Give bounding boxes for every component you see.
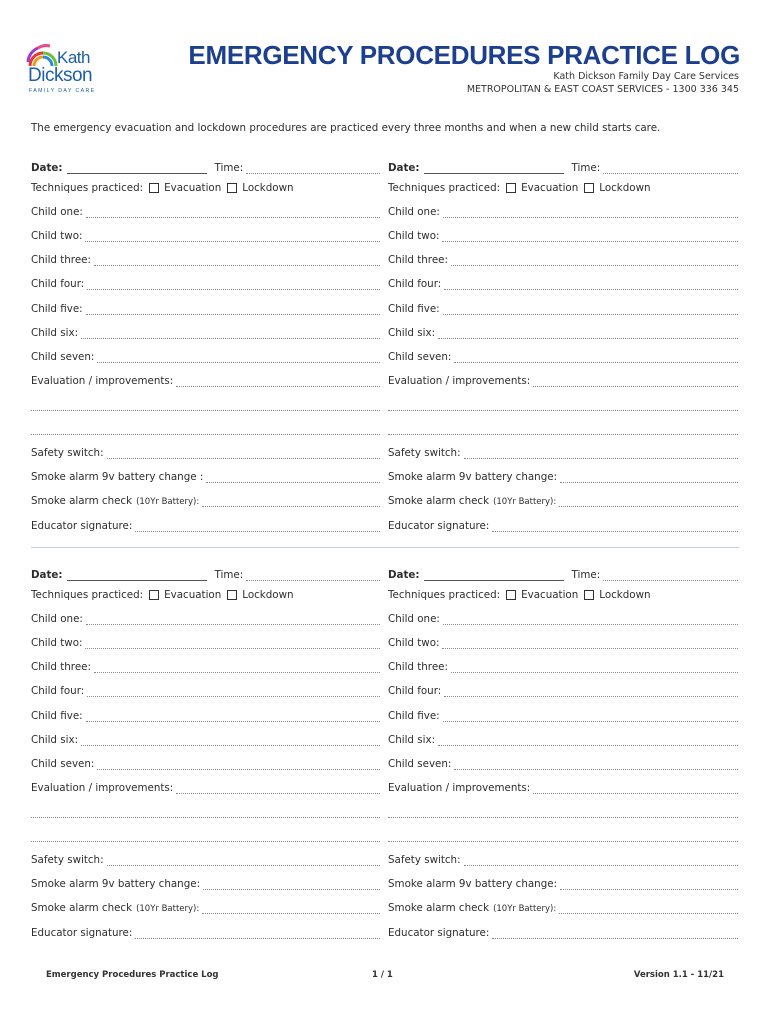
techniques-row: [31, 587, 380, 601]
smoke-check-label: Smoke alarm check: [388, 902, 490, 914]
child-six-input-line[interactable]: [81, 736, 380, 746]
child-one-input-line[interactable]: [86, 208, 380, 218]
child-seven-label: Child seven:: [31, 351, 95, 363]
evaluation-line-3: [31, 828, 380, 842]
techniques-label: Techniques practiced:: [388, 589, 501, 601]
evaluation-line-2: [31, 804, 380, 818]
child-seven-field: [31, 756, 380, 770]
smoke-check-field: [31, 900, 380, 914]
safety-switch-input-line[interactable]: [107, 449, 380, 459]
lockdown-checkbox[interactable]: [227, 183, 237, 193]
child-four-input-line[interactable]: [444, 280, 738, 290]
safety-switch-label: Safety switch:: [31, 854, 104, 866]
child-seven-field: [31, 349, 380, 363]
time-input-line[interactable]: [603, 571, 738, 581]
time-label: Time:: [571, 569, 601, 581]
child-seven-input-line[interactable]: [97, 760, 380, 770]
organisation-name: Kath Dickson Family Day Care Services: [553, 71, 739, 82]
child-four-input-line[interactable]: [444, 687, 738, 697]
safety-switch-field: [388, 852, 738, 866]
child-one-input-line[interactable]: [443, 208, 738, 218]
lockdown-label: Lockdown: [599, 589, 651, 601]
evaluation-line-2-input[interactable]: [388, 401, 738, 411]
child-three-label: Child three:: [388, 661, 448, 673]
educator-signature-label: Educator signature:: [388, 520, 490, 532]
child-two-input-line[interactable]: [85, 639, 380, 649]
child-two-label: Child two:: [31, 230, 83, 242]
child-six-field: [388, 325, 738, 339]
smoke-check-field: [31, 493, 380, 507]
evaluation-field: [388, 373, 738, 387]
logo-text-kath: Kath: [57, 48, 90, 67]
evacuation-checkbox[interactable]: [149, 183, 159, 193]
child-two-input-line[interactable]: [442, 232, 738, 242]
child-two-label: Child two:: [31, 637, 83, 649]
smoke-check-note: (10Yr Battery):: [493, 904, 557, 914]
child-four-field: [388, 683, 738, 697]
evaluation-line-3-input[interactable]: [31, 425, 380, 435]
educator-signature-input-line[interactable]: [135, 929, 380, 939]
evaluation-field: [31, 780, 380, 794]
smoke-battery-input-line[interactable]: [560, 880, 738, 890]
smoke-battery-field: [388, 469, 738, 483]
educator-signature-input-line[interactable]: [492, 522, 738, 532]
smoke-check-input-line[interactable]: [559, 904, 738, 914]
child-seven-input-line[interactable]: [97, 353, 380, 363]
lockdown-checkbox[interactable]: [584, 590, 594, 600]
evacuation-label: Evacuation: [164, 182, 222, 194]
date-input-line[interactable]: [67, 164, 207, 174]
evaluation-line-2: [388, 804, 738, 818]
evaluation-input-line[interactable]: [176, 377, 380, 387]
child-one-label: Child one:: [388, 206, 440, 218]
child-five-field: [388, 301, 738, 315]
child-four-field: [31, 683, 380, 697]
smoke-battery-input-line[interactable]: [206, 473, 380, 483]
child-four-input-line[interactable]: [87, 687, 380, 697]
educator-signature-label: Educator signature:: [31, 520, 133, 532]
child-five-input-line[interactable]: [443, 305, 738, 315]
evacuation-label: Evacuation: [521, 589, 579, 601]
evacuation-checkbox[interactable]: [506, 183, 516, 193]
evacuation-label: Evacuation: [521, 182, 579, 194]
child-one-input-line[interactable]: [86, 615, 380, 625]
child-three-input-line[interactable]: [94, 663, 380, 673]
child-six-label: Child six:: [388, 327, 436, 339]
date-input-line[interactable]: [67, 571, 207, 581]
evaluation-line-2-input[interactable]: [388, 808, 738, 818]
date-time-row: [388, 567, 738, 581]
logo-text-dickson: Dickson: [28, 65, 93, 86]
educator-signature-field: [388, 518, 738, 532]
techniques-row: [388, 587, 738, 601]
date-label: Date:: [388, 569, 420, 581]
child-one-field: [31, 611, 380, 625]
child-six-label: Child six:: [388, 734, 436, 746]
time-input-line[interactable]: [603, 164, 738, 174]
child-six-input-line[interactable]: [438, 329, 738, 339]
evaluation-line-3-input[interactable]: [388, 425, 738, 435]
techniques-row: [388, 180, 738, 194]
child-two-label: Child two:: [388, 637, 440, 649]
date-input-line[interactable]: [424, 571, 564, 581]
evaluation-line-3-input[interactable]: [31, 832, 380, 842]
child-two-input-line[interactable]: [442, 639, 738, 649]
child-three-field: [388, 659, 738, 673]
evaluation-label: Evaluation / improvements:: [31, 375, 174, 387]
child-one-field: [388, 204, 738, 218]
smoke-check-label: Smoke alarm check: [31, 902, 133, 914]
child-four-label: Child four:: [388, 685, 442, 697]
lockdown-checkbox[interactable]: [227, 590, 237, 600]
kath-dickson-logo: [24, 40, 104, 96]
evaluation-field: [31, 373, 380, 387]
child-six-field: [31, 325, 380, 339]
child-one-label: Child one:: [388, 613, 440, 625]
child-five-input-line[interactable]: [443, 712, 738, 722]
safety-switch-label: Safety switch:: [31, 447, 104, 459]
child-five-field: [388, 708, 738, 722]
child-six-label: Child six:: [31, 327, 79, 339]
child-seven-field: [388, 756, 738, 770]
smoke-battery-field: [31, 876, 380, 890]
footer-document-name: Emergency Procedures Practice Log: [46, 970, 219, 980]
time-input-line[interactable]: [246, 571, 380, 581]
intro-text: The emergency evacuation and lockdown procedures are practiced every three months and when a new child starts care.: [31, 122, 661, 134]
smoke-check-field: [388, 493, 738, 507]
techniques-label: Techniques practiced:: [31, 589, 144, 601]
child-two-input-line[interactable]: [85, 232, 380, 242]
time-label: Time:: [571, 162, 601, 174]
organisation-services: METROPOLITAN & EAST COAST SERVICES - 1300 336 345: [466, 84, 739, 95]
evaluation-input-line[interactable]: [176, 784, 380, 794]
educator-signature-field: [31, 925, 380, 939]
safety-switch-input-line[interactable]: [464, 856, 738, 866]
smoke-battery-input-line[interactable]: [560, 473, 738, 483]
smoke-check-label: Smoke alarm check: [388, 495, 490, 507]
child-four-input-line[interactable]: [87, 280, 380, 290]
techniques-label: Techniques practiced:: [31, 182, 144, 194]
evaluation-input-line[interactable]: [533, 377, 738, 387]
educator-signature-field: [388, 925, 738, 939]
evaluation-field: [388, 780, 738, 794]
date-label: Date:: [388, 162, 420, 174]
lockdown-checkbox[interactable]: [584, 183, 594, 193]
child-four-label: Child four:: [31, 278, 85, 290]
child-three-label: Child three:: [388, 254, 448, 266]
educator-signature-label: Educator signature:: [31, 927, 133, 939]
child-three-input-line[interactable]: [451, 663, 738, 673]
smoke-check-field: [388, 900, 738, 914]
child-six-label: Child six:: [31, 734, 79, 746]
date-time-row: [31, 160, 380, 174]
child-two-field: [388, 635, 738, 649]
footer-version: Version 1.1 - 11/21: [633, 970, 724, 980]
educator-signature-input-line[interactable]: [135, 522, 380, 532]
smoke-check-input-line[interactable]: [202, 904, 380, 914]
footer-page-number: 1 / 1: [372, 970, 393, 980]
safety-switch-label: Safety switch:: [388, 447, 461, 459]
evacuation-label: Evacuation: [164, 589, 222, 601]
evacuation-checkbox[interactable]: [149, 590, 159, 600]
smoke-battery-field: [31, 469, 380, 483]
child-one-input-line[interactable]: [443, 615, 738, 625]
evaluation-label: Evaluation / improvements:: [31, 782, 174, 794]
child-six-field: [388, 732, 738, 746]
child-four-label: Child four:: [31, 685, 85, 697]
evaluation-line-2: [31, 397, 380, 411]
time-input-line[interactable]: [246, 164, 380, 174]
techniques-label: Techniques practiced:: [388, 182, 501, 194]
child-seven-label: Child seven:: [31, 758, 95, 770]
lockdown-label: Lockdown: [242, 182, 294, 194]
child-five-label: Child five:: [388, 303, 440, 315]
evaluation-label: Evaluation / improvements:: [388, 782, 531, 794]
smoke-battery-label: Smoke alarm 9v battery change:: [388, 471, 558, 483]
child-three-field: [31, 252, 380, 266]
child-three-input-line[interactable]: [451, 256, 738, 266]
child-seven-label: Child seven:: [388, 758, 452, 770]
child-five-field: [31, 708, 380, 722]
evaluation-line-2-input[interactable]: [31, 401, 380, 411]
time-label: Time:: [214, 569, 244, 581]
child-four-field: [31, 276, 380, 290]
child-one-field: [31, 204, 380, 218]
child-seven-input-line[interactable]: [454, 760, 738, 770]
smoke-check-input-line[interactable]: [559, 497, 738, 507]
child-five-field: [31, 301, 380, 315]
evaluation-line-3: [388, 421, 738, 435]
smoke-battery-label: Smoke alarm 9v battery change:: [388, 878, 558, 890]
child-five-input-line[interactable]: [86, 305, 380, 315]
techniques-row: [31, 180, 380, 194]
child-five-input-line[interactable]: [86, 712, 380, 722]
child-five-label: Child five:: [31, 303, 83, 315]
child-five-label: Child five:: [31, 710, 83, 722]
date-time-row: [31, 567, 380, 581]
child-four-field: [388, 276, 738, 290]
smoke-check-note: (10Yr Battery):: [136, 904, 200, 914]
child-five-label: Child five:: [388, 710, 440, 722]
date-time-row: [388, 160, 738, 174]
child-one-label: Child one:: [31, 613, 83, 625]
child-six-field: [31, 732, 380, 746]
child-one-label: Child one:: [31, 206, 83, 218]
safety-switch-field: [388, 445, 738, 459]
lockdown-label: Lockdown: [599, 182, 651, 194]
lockdown-label: Lockdown: [242, 589, 294, 601]
safety-switch-input-line[interactable]: [107, 856, 380, 866]
child-seven-field: [388, 349, 738, 363]
child-two-field: [388, 228, 738, 242]
child-six-input-line[interactable]: [81, 329, 380, 339]
educator-signature-field: [31, 518, 380, 532]
page-title: EMERGENCY PROCEDURES PRACTICE LOG: [188, 40, 740, 70]
date-label: Date:: [31, 162, 63, 174]
child-seven-input-line[interactable]: [454, 353, 738, 363]
safety-switch-field: [31, 445, 380, 459]
child-six-input-line[interactable]: [438, 736, 738, 746]
safety-switch-input-line[interactable]: [464, 449, 738, 459]
evacuation-checkbox[interactable]: [506, 590, 516, 600]
child-two-field: [31, 635, 380, 649]
section-divider: [31, 547, 739, 548]
educator-signature-input-line[interactable]: [492, 929, 738, 939]
smoke-battery-label: Smoke alarm 9v battery change :: [31, 471, 204, 483]
smoke-check-note: (10Yr Battery):: [136, 497, 200, 507]
safety-switch-field: [31, 852, 380, 866]
child-three-field: [388, 252, 738, 266]
smoke-battery-input-line[interactable]: [203, 880, 380, 890]
smoke-check-note: (10Yr Battery):: [493, 497, 557, 507]
smoke-check-input-line[interactable]: [202, 497, 380, 507]
child-one-field: [388, 611, 738, 625]
evaluation-line-3-input[interactable]: [388, 832, 738, 842]
child-three-field: [31, 659, 380, 673]
evaluation-line-2: [388, 397, 738, 411]
smoke-battery-field: [388, 876, 738, 890]
smoke-battery-label: Smoke alarm 9v battery change:: [31, 878, 201, 890]
smoke-check-label: Smoke alarm check: [31, 495, 133, 507]
child-two-label: Child two:: [388, 230, 440, 242]
evaluation-line-2-input[interactable]: [31, 808, 380, 818]
child-seven-label: Child seven:: [388, 351, 452, 363]
evaluation-line-3: [388, 828, 738, 842]
date-label: Date:: [31, 569, 63, 581]
logo-text-sub: FAMILY DAY CARE: [29, 88, 96, 94]
date-input-line[interactable]: [424, 164, 564, 174]
safety-switch-label: Safety switch:: [388, 854, 461, 866]
evaluation-line-3: [31, 421, 380, 435]
child-two-field: [31, 228, 380, 242]
child-three-input-line[interactable]: [94, 256, 380, 266]
evaluation-label: Evaluation / improvements:: [388, 375, 531, 387]
child-three-label: Child three:: [31, 254, 91, 266]
child-four-label: Child four:: [388, 278, 442, 290]
child-three-label: Child three:: [31, 661, 91, 673]
time-label: Time:: [214, 162, 244, 174]
evaluation-input-line[interactable]: [533, 784, 738, 794]
educator-signature-label: Educator signature:: [388, 927, 490, 939]
